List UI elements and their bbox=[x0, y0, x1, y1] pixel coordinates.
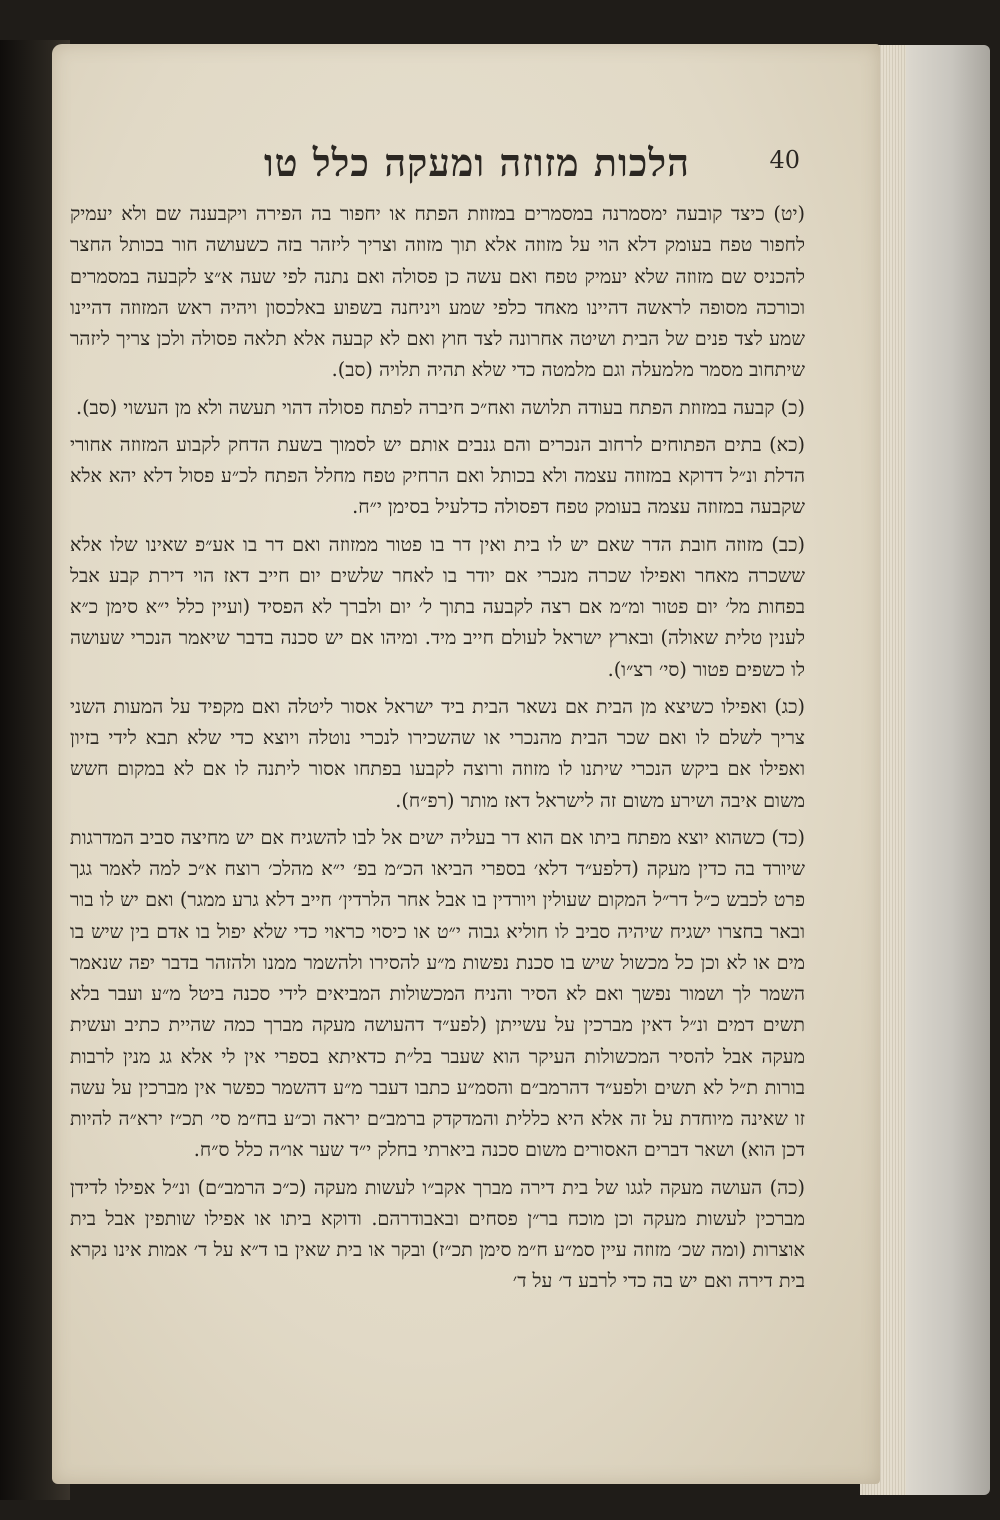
paragraph-21: (כא) בתים הפתוחים לרחוב הנכרים והם גנבים אותם יש לסמוך בשעת הדחק לקבוע המזוזה אחורי הדלת ונ״ל דדוקא במזוזה עצמה ולא בכותל ואם הרחיק טפח מחלל הפתח לכ״ע פסול דלא יהא אלא שקבעה במזוזה עצמה בעומק טפח דפסולה כדלעיל בסימן י״ח. bbox=[70, 432, 805, 519]
page-number: 40 bbox=[769, 146, 800, 174]
paragraph-20: (כ) קבעה במזוזת הפתח בעודה תלושה ואח״כ חיברה לפתח פסולה דהוי תעשה ולא מן העשוי (סב). bbox=[75, 395, 805, 419]
paragraph-23: (כג) ואפילו כשיצא מן הבית אם נשאר הבית ביד ישראל אסור ליטלה ואם מקפיד על המעות השני צריך לשלם לו ואם שכר הבית מהנכרי או שהשכירו לנכרי נוטלה ויוצא כדי שלא תבא לידי בזיון ואפילו אם ביקש הנכרי שיתנו לו מזוזה ורוצה לקבעו בפתחו אסור ליתנה לו אם לא במקום חשש משום איבה ושירע משום זה לישראל דאז מותר (רפ״ח). bbox=[70, 694, 805, 812]
paragraph-24: (כד) כשהוא יוצא מפתח ביתו אם הוא דר בעליה ישים אל לבו להשגיח אם יש מחיצה סביב המדרגות שיורד בה כדין מעקה (דלפע״ד דלא׳ בספרי הביאו הכ״מ בפ׳ י״א מהלכ׳ רוצח א״כ למה לאמר גגך פרט לכבש כ״ל דר״ל המקום שעולין ויורדין בו אבל אחר הלרדין׳ חייב דלא גרע ממגר) ואם יש לו בור ובאר בחצרו ישגיח שיהיה סביב לו חוליא גבוה י״ט או כיסוי כראוי כדי שלא יפול בו אדם בין שיש בו מים או לא וכן כל מכשול שיש בו סכנת נפשות מ״ע להסירו ולהשמר ממנו ולהזהר בדבר יפה שנאמר השמר לך ושמור נפשך ואם לא הסיר והניח המכשולות המביאים לידי סכנה ביטל מ״ע ועבר בלא תשים דמים ונ״ל דאין מברכין על עשייתן (לפע״ד דהעושה מעקה מברך כמה שהיית כתיב ועשית מעקה אבל להסיר המכשולות העיקר הוא שעבר בל״ת כדאיתא בספרי אין לי אלא גג מנין לרבות בורות ת״ל לא תשים ולפע״ד דהרמב״ם והסמ״ע כתבו דעבר מ״ע דהשמר כפשר אין מברכין על עשה זו שאינה מיוחדת על זה אלא היא כללית והמדקדק ברמב״ם יראה וכ״ע בח״מ סי׳ תכ״ז ירא״ה להיות דכן הוא) ושאר דברים האסורים משום סכנה ביארתי בחלק י״ד שער או״ה כלל ס״ח. bbox=[70, 825, 805, 1162]
paragraph-22: (כב) מזוזה חובת הדר שאם יש לו בית ואין דר בו פטור ממזוזה ואם דר בו אע״פ שאינו שלו אלא ששכרה מאחר ואפילו שכרה מנכרי אם יודר בו לאחר שלשים יום חייב דאז הוי דירת קבע אבל בפחות מל׳ יום פטור ומ״מ אם רצה לקבעה בתוך ל׳ יום ולברך לא הפסיד (ועיין כלל י״א סימן כ״א לענין טלית שאולה) ובארץ ישראל לעולם חייב מיד. ומיהו אם יש סכנה בדבר שיאמר הנכרי שעושה לו כשפים פטור (סי׳ רצ״ו). bbox=[70, 532, 805, 681]
paragraph-19: (יט) כיצד קובעה ימסמרנה במסמרים במזוזת הפתח או יחפור בה הפירה ויקבענה שם ולא יעמיק לחפור טפח בעומק דלא הוי על מזוזה אלא תוך מזוזה וצריך ליזהר בזה כשעושה חור בכותל החצר להכניס שם מזוזה שלא יעמיק טפח ואם עשה כן פסולה ואם נתנה לפי שעה א״צ לקבעה במסמרים וכורכה מסופה לראשה דהיינו מאחד כלפי שמע ויניחנה בשפוע באלכסון ויהיה ראש המזוזה דהיינו שמע לצד פנים של הבית ושיטה אחרונה לצד חוץ ואם לא קבעה אלא תלאה פסולה ולכן צריך ליזהר שיתחוב מסמר מלמעלה וגם מלמטה כדי שלא תהיה תלויה (סב). bbox=[70, 202, 805, 382]
running-header bbox=[150, 140, 800, 190]
paragraph-25: (כה) העושה מעקה לגגו של בית דירה מברך אקב״ו לעשות מעקה (כ״כ הרמב״ם) ונ״ל אפילו לדידן מברכין לעשות מעקה וכן מוכח בר״ן פסחים ובאבודרהם. ודוקא ביתו או אפילו שותפין אבל בית אוצרות (ומה שכ׳ מזוזה עיין סמ״ע ח״מ סימן תכ״ז) ובקר או בית שאין בו ד״א על ד׳ אמות אינו נקרא בית דירה ואם יש בה כדי לרבע ד׳ על ד׳ bbox=[70, 1175, 805, 1293]
page-title: הלכות מזוזה ומעקה כלל טו bbox=[263, 140, 690, 185]
text-body bbox=[70, 198, 805, 1423]
